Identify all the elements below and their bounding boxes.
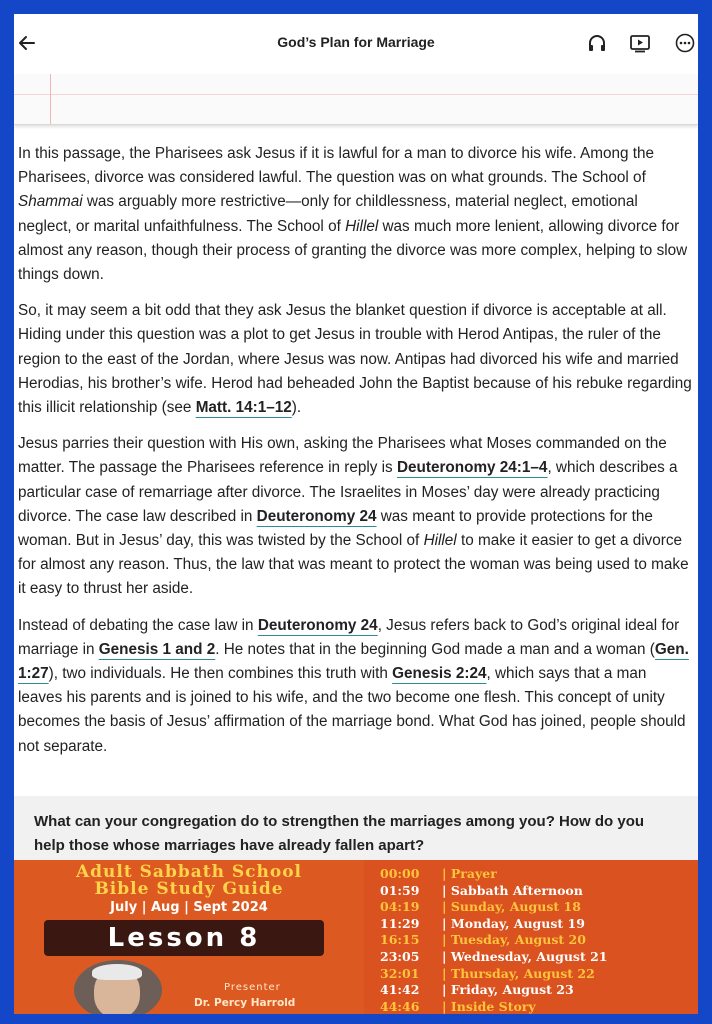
paragraph-1: In this passage, the Pharisees ask Jesus if it is lawful for a man to divorce his wife. Among the Pharisees, divorce was considered lawful. The question was on what grounds. The School of Shammai was arguably more restrictive—only for childlessness, material neglect, emotional neglect, or marital unfaithfulness. The School of Hillel was much more lenient, allowing divorce for almost any reason, though their process of granting the divorce was more complex, helping to slow things down. [18, 145, 688, 284]
notes-rule-line [14, 94, 698, 95]
presenter-photo [74, 960, 162, 1014]
paragraph-3: Jesus parries their question with His own, asking the Pharisees what Moses commanded on the matter. The passage the Pharisees reference in reply is Deuteronomy 24:1–4, which describes a particular case of remarriage after divorce. The Israelites in Moses’ day were already practicing divorce. The case law described in Deuteronomy 24 was meant to provide protections for the woman. But in Jesus’ day, this was twisted by the School of Hillel to make it easier to get a divorce for almost any reason. Thus, the law that was meant to protect the woman was being used to make it easy to thrust her aside. [18, 435, 689, 598]
video-schedule [380, 866, 698, 1014]
schedule-row[interactable]: 41:42 | Friday, August 23 [380, 982, 574, 998]
lesson-number-badge: Lesson 8 [44, 920, 324, 956]
banner-title-line1: Adult Sabbath School [75, 862, 302, 882]
banner-left-panel [14, 860, 364, 1014]
bible-reference-link[interactable]: Gen. 1:27 [18, 640, 689, 683]
more-options-icon[interactable] [674, 32, 696, 54]
schedule-row[interactable]: 16:15 | Tuesday, August 20 [380, 932, 586, 948]
bible-reference-link[interactable]: Deuteronomy 24 [257, 616, 378, 634]
notes-margin-line [50, 74, 51, 124]
play-video-icon[interactable] [629, 32, 651, 54]
page-title: God’s Plan for Marriage [277, 34, 435, 50]
paragraph-2: So, it may seem a bit odd that they ask Jesus the blanket question if divorce is acceptable at all. Hiding under this question was a plot to get Jesus in trouble with Herod Antipas, the ruler of the region to the east of the Jordan, where Jesus was now. Antipas had divorced his wife and married Herodias, his brother’s wife. Herod had beheaded John the Baptist because of his rebuke regarding this illicit relationship (see Matt. 14:1–12). [18, 302, 692, 417]
presenter-hair [92, 964, 142, 980]
bible-reference-link[interactable]: Deuteronomy 24:1–4 [396, 459, 548, 477]
banner-dates: July | Aug | Sept 2024 [110, 900, 268, 915]
video-banner[interactable] [14, 860, 698, 1014]
school-hillel: Hillel [345, 217, 379, 235]
bible-reference-link[interactable]: Genesis 1 and 2 [98, 640, 216, 658]
presenter-label: Presenter [224, 982, 281, 993]
presenter-name: Dr. Percy Harrold [194, 997, 296, 1009]
schedule-row[interactable]: 01:59 | Sabbath Afternoon [380, 882, 583, 898]
schedule-row[interactable]: 32:01 | Thursday, August 22 [380, 965, 595, 981]
top-bar [14, 14, 698, 74]
schedule-row[interactable]: 04:19 | Sunday, August 18 [380, 899, 581, 915]
school-hillel: Hillel [423, 532, 457, 550]
paragraph-4: Instead of debating the case law in Deuteronomy 24, Jesus refers back to God’s original ideal for marriage in Genesis 1 and 2. He notes that in the beginning God made a man and a woman (Gen. 1:27), two individuals. He then combines this truth with Genesis 2:24, which says that a man leaves his parents and is joined to his wife, and the two become one flesh. This concept of unity becomes the basis of Jesus’ affirmation of the marriage bond. What God has joined, people should not separate. [18, 616, 689, 755]
question-text: What can your congregation do to strengthen the marriages among you? How do you help those whose marriages have already fallen apart? [34, 813, 645, 854]
headphones-icon[interactable] [586, 32, 608, 54]
discussion-question [14, 796, 698, 862]
bible-reference-link[interactable]: Matt. 14:1–12 [195, 399, 292, 417]
school-shammai: Shammai [18, 193, 83, 211]
bible-reference-link[interactable]: Genesis 2:24 [392, 665, 487, 683]
bible-reference-link[interactable]: Deuteronomy 24 [256, 507, 377, 525]
banner-title-line2: Bible Study Guide [94, 879, 284, 899]
notes-area[interactable] [14, 74, 698, 125]
lesson-content [18, 142, 694, 771]
schedule-row[interactable]: 44:46 | Inside Story [380, 998, 536, 1014]
schedule-row[interactable]: 11:29 | Monday, August 19 [380, 915, 585, 931]
schedule-row[interactable]: 23:05 | Wednesday, August 21 [380, 948, 608, 964]
app-frame [14, 14, 698, 1014]
schedule-row[interactable]: 00:00 | Prayer [380, 866, 497, 881]
